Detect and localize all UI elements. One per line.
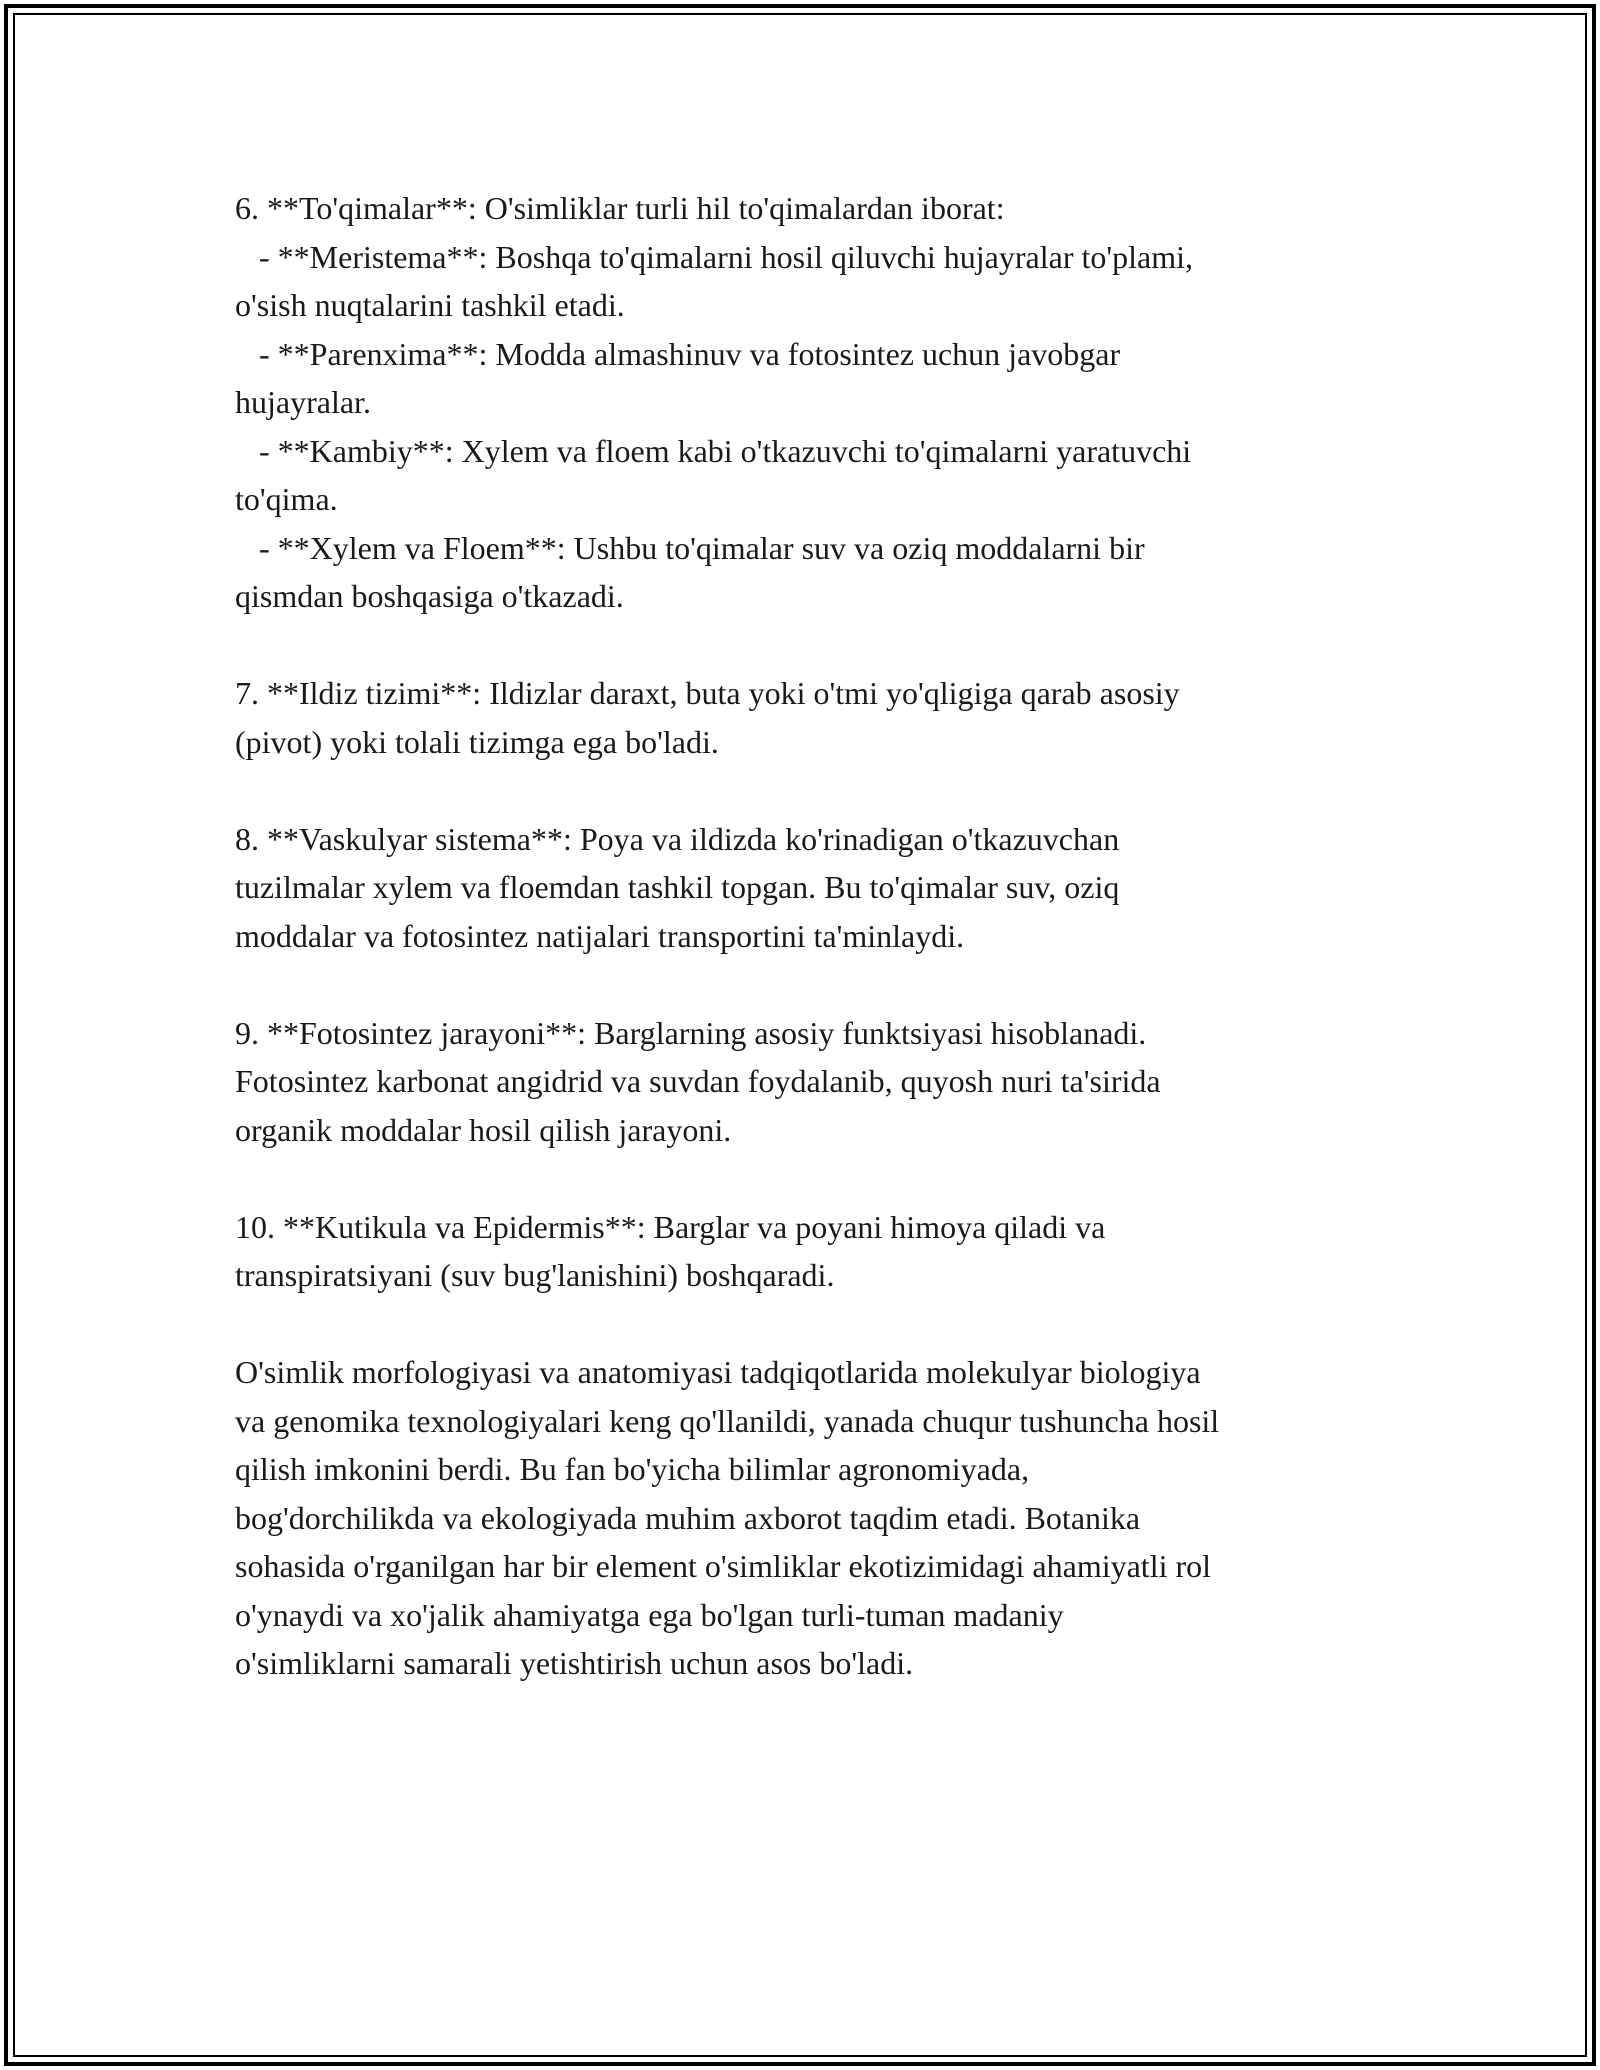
text-line: Fotosintez karbonat angidrid va suvdan foydalanib, quyosh nuri ta'sirida	[235, 1063, 1161, 1099]
text-line: - **Meristema**: Boshqa to'qimalarni hosil qiluvchi hujayralar to'plami,	[235, 238, 1194, 275]
text-line: qilish imkonini berdi. Bu fan bo'yicha bilimlar agronomiyada,	[235, 1451, 1030, 1487]
text-line: qismdan boshqasiga o'tkazadi.	[235, 578, 624, 614]
text-line: 9. **Fotosintez jarayoni**: Barglarning asosiy funktsiyasi hisoblanadi.	[235, 1014, 1147, 1051]
text-line: organik moddalar hosil qilish jarayoni.	[235, 1111, 732, 1148]
text-line: transpiratsiyani (suv bug'lanishini) boshqaradi.	[235, 1257, 835, 1293]
text-line: 6. **To'qimalar**: O'simliklar turli hil to'qimalardan iborat:	[235, 190, 1005, 226]
list-item-10	[235, 1203, 1375, 1300]
text-line: 10. **Kutikula va Epidermis**: Barglar va poyani himoya qiladi va	[235, 1208, 1106, 1245]
text-line: - **Xylem va Floem**: Ushbu to'qimalar suv va oziq moddalarni bir	[235, 529, 1145, 566]
conclusion-paragraph	[235, 1348, 1375, 1688]
paragraph-gap	[235, 960, 1375, 1009]
text-line: O'simlik morfologiyasi va anatomiyasi tadqiqotlarida molekulyar biologiya	[235, 1354, 1201, 1390]
text-line: to'qima.	[235, 481, 338, 517]
text-line: 7. **Ildiz tizimi**: Ildizlar daraxt, buta yoki o'tmi yo'qligiga qarab asosiy	[235, 675, 1180, 711]
text-line: o'ynaydi va xo'jalik ahamiyatga ega bo'lgan turli-tuman madaniy	[235, 1596, 1064, 1633]
text-line: sohasida o'rganilgan har bir element o'simliklar ekotizimidagi ahamiyatli rol	[235, 1548, 1212, 1584]
text-line: bog'dorchilikda va ekologiyada muhim axborot taqdim etadi. Botanika	[235, 1499, 1141, 1536]
text-line: moddalar va fotosintez natijalari transportini ta'minlaydi.	[235, 917, 965, 954]
paragraph-gap	[235, 1154, 1375, 1203]
list-item-8	[235, 815, 1375, 961]
text-line: - **Parenxima**: Modda almashinuv va fotosintez uchun javobgar	[235, 335, 1121, 372]
document-body	[235, 184, 1375, 1688]
paragraph-gap	[235, 766, 1375, 815]
paragraph-gap	[235, 621, 1375, 670]
text-line: o'sish nuqtalarini tashkil etadi.	[235, 287, 625, 323]
text-line: (pivot) yoki tolali tizimga ega bo'ladi.	[235, 723, 719, 760]
text-line: 8. **Vaskulyar sistema**: Poya va ildizda ko'rinadigan o'tkazuvchan	[235, 820, 1120, 857]
text-line: tuzilmalar xylem va floemdan tashkil topgan. Bu to'qimalar suv, oziq	[235, 869, 1120, 905]
list-item-6	[235, 184, 1375, 621]
list-item-9	[235, 1009, 1375, 1155]
text-line: - **Kambiy**: Xylem va floem kabi o'tkazuvchi to'qimalarni yaratuvchi	[235, 432, 1192, 469]
list-item-7	[235, 669, 1375, 766]
text-line: va genomika texnologiyalari keng qo'llanildi, yanada chuqur tushuncha hosil	[235, 1402, 1220, 1439]
text-line: o'simliklarni samarali yetishtirish uchun asos bo'ladi.	[235, 1645, 914, 1681]
paragraph-gap	[235, 1300, 1375, 1349]
text-line: hujayralar.	[235, 384, 371, 420]
